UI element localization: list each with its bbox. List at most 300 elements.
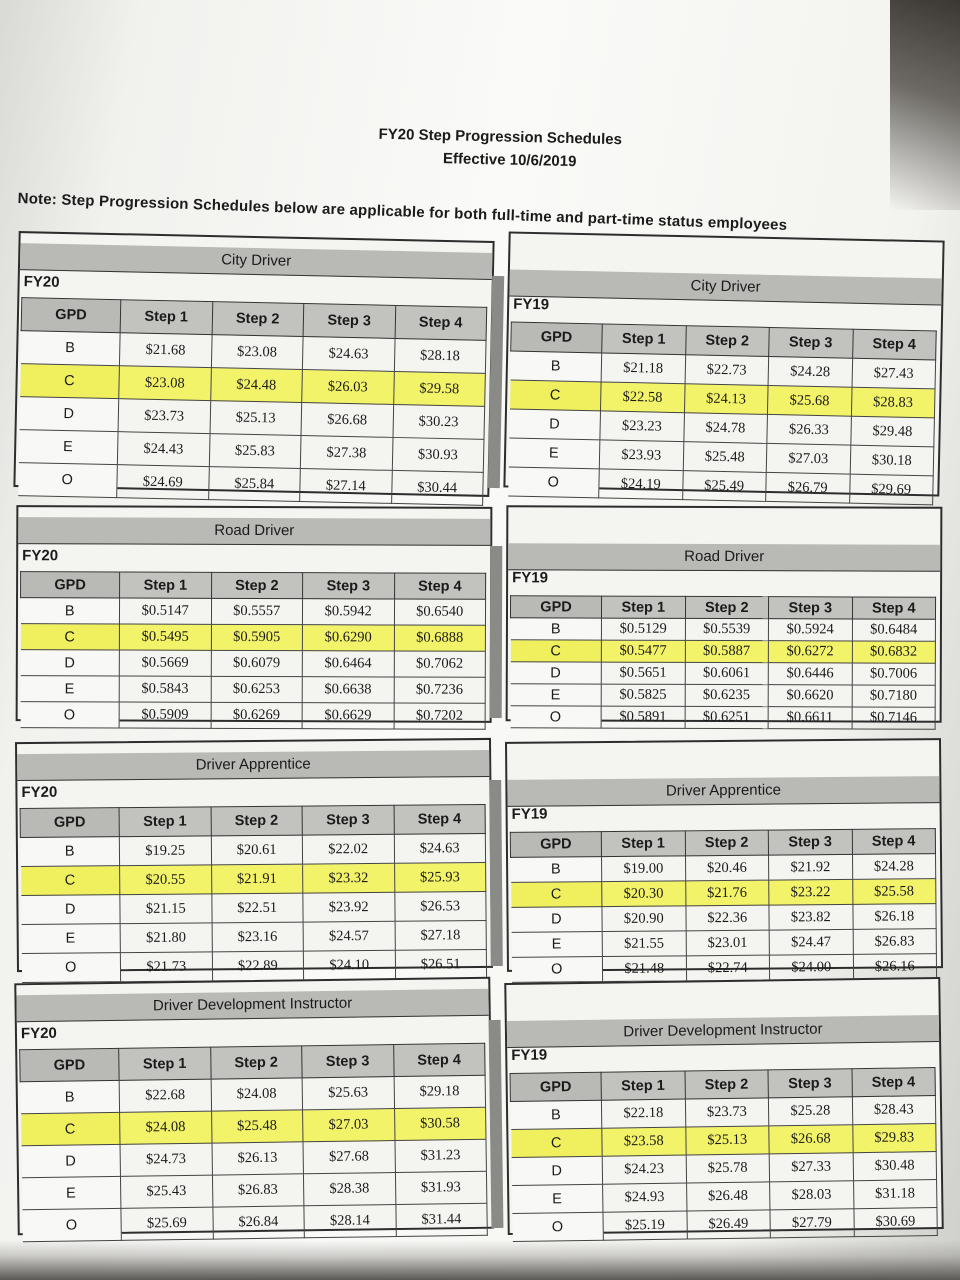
rate-cell: $0.6540: [394, 599, 486, 625]
gpd-header: GPD: [21, 298, 121, 333]
rate-cell: $24.63: [302, 337, 394, 372]
rate-cell: $23.93: [599, 440, 683, 471]
rate-table: [17, 297, 487, 506]
document-title: FY20 Step Progression Schedules: [378, 125, 623, 149]
rate-cell: $0.5477: [601, 640, 685, 662]
rate-cell: $0.6235: [685, 684, 769, 706]
rate-cell: $24.48: [210, 368, 302, 403]
rate-cell: $27.33: [769, 1153, 853, 1182]
city-driver-fy20-panel: [13, 231, 494, 497]
rate-cell: $0.5651: [601, 662, 685, 684]
grade-row-b: [20, 598, 485, 626]
rate-cell: $0.5825: [601, 684, 685, 706]
rate-cell: $24.63: [394, 833, 486, 863]
rate-cell: $24.78: [683, 413, 767, 444]
grade-label: C: [511, 1128, 602, 1157]
driver-development-instructor-fy20-panel: [14, 977, 493, 1236]
rate-cell: $26.68: [769, 1125, 853, 1154]
grade-row-o: [512, 1208, 937, 1242]
section-title: Driver Development Instructor: [16, 989, 488, 1023]
step-3-header: Step 3: [769, 327, 853, 358]
gpd-header: GPD: [21, 572, 120, 598]
rate-cell: $24.57: [303, 921, 395, 951]
rate-cell: $25.84: [208, 467, 300, 502]
rate-cell: $22.73: [685, 355, 769, 386]
rate-cell: $28.14: [304, 1205, 396, 1238]
rate-cell: $25.13: [210, 401, 302, 436]
rate-cell: $25.28: [768, 1097, 852, 1126]
rate-cell: $23.82: [769, 904, 853, 930]
rate-cell: $26.18: [852, 904, 936, 930]
document-header: [0, 117, 960, 179]
rate-cell: $28.83: [851, 387, 935, 418]
grade-label: E: [512, 1184, 603, 1213]
grade-label: B: [510, 618, 601, 640]
gpd-header: GPD: [20, 1048, 119, 1081]
rate-cell: $0.6464: [302, 651, 394, 677]
grade-row-b: [511, 854, 936, 883]
gpd-header: GPD: [510, 596, 601, 618]
rate-cell: $29.18: [394, 1075, 486, 1108]
step-3-header: Step 3: [768, 597, 852, 619]
grade-row-d: [511, 904, 936, 933]
grade-row-e: [21, 920, 486, 953]
grade-label: B: [20, 598, 119, 624]
rate-cell: $31.23: [394, 1139, 486, 1172]
rate-cell: $23.16: [212, 922, 304, 952]
rate-cell: $21.55: [602, 931, 686, 957]
rate-cell: $0.6611: [768, 707, 852, 729]
step-3-header: Step 3: [302, 1045, 394, 1078]
grade-label: D: [510, 662, 601, 684]
step-3-header: Step 3: [302, 805, 394, 835]
rate-cell: $20.90: [602, 906, 686, 932]
fiscal-year-label: FY19: [511, 805, 548, 823]
grade-label: E: [20, 676, 119, 702]
panel-divider: [490, 546, 503, 718]
rate-cell: $31.44: [395, 1203, 487, 1236]
rate-cell: $20.46: [685, 855, 769, 881]
fiscal-year-label: FY20: [21, 783, 58, 802]
section-title: Road Driver: [18, 517, 490, 546]
step-1-header: Step 1: [601, 1071, 685, 1100]
rate-cell: $26.83: [853, 929, 937, 955]
rate-cell: $24.08: [120, 1111, 212, 1144]
rate-cell: $23.23: [600, 411, 684, 442]
gpd-header: GPD: [20, 808, 119, 838]
rate-cell: $24.00: [769, 954, 853, 980]
rate-cell: $0.6290: [302, 625, 394, 651]
grade-label: O: [20, 702, 119, 728]
rate-cell: $0.6832: [852, 641, 936, 663]
rate-cell: $0.7236: [394, 677, 486, 703]
rate-cell: $23.08: [119, 366, 211, 401]
rate-cell: $22.18: [601, 1099, 685, 1128]
step-2-header: Step 2: [685, 326, 769, 357]
grade-label: D: [19, 397, 119, 432]
city-driver-fy19-panel: [503, 231, 944, 496]
rate-cell: $25.83: [209, 434, 301, 469]
rate-cell: $25.58: [852, 879, 936, 905]
rate-cell: $25.19: [603, 1211, 687, 1240]
rate-cell: $26.79: [766, 472, 850, 503]
section-title: Driver Apprentice: [507, 776, 939, 807]
rate-cell: $27.03: [766, 443, 850, 474]
grade-label: O: [18, 463, 118, 498]
grade-row-e: [510, 684, 935, 707]
rate-cell: $0.5887: [685, 640, 769, 662]
step-1-header: Step 1: [119, 807, 211, 837]
rate-cell: $28.18: [394, 338, 486, 373]
rate-cell: $25.48: [683, 442, 767, 473]
rate-table: [20, 804, 488, 983]
grade-label: B: [510, 351, 602, 382]
grade-label: O: [512, 1212, 603, 1241]
rate-cell: $0.5557: [211, 598, 303, 624]
grade-label: C: [20, 364, 120, 399]
rate-cell: $21.92: [769, 854, 853, 880]
rate-cell: $0.6269: [211, 702, 303, 728]
rate-cell: $20.61: [211, 835, 303, 865]
gpd-header: GPD: [511, 322, 603, 353]
panel-divider: [489, 780, 503, 966]
grade-row-d: [21, 891, 486, 924]
grade-label: D: [21, 895, 120, 925]
grade-row-b: [510, 618, 935, 641]
rate-cell: $26.53: [394, 891, 486, 921]
rate-cell: $25.48: [211, 1110, 303, 1143]
rate-cell: $0.6888: [394, 625, 486, 651]
step-1-header: Step 1: [119, 1047, 211, 1080]
rate-cell: $31.18: [853, 1180, 937, 1209]
rate-cell: $0.6620: [768, 685, 852, 707]
step-4-header: Step 4: [393, 1043, 485, 1076]
driver-apprentice-fy19-panel: [505, 738, 943, 978]
rate-cell: $0.7202: [394, 703, 486, 729]
rate-table: [507, 322, 937, 506]
rate-cell: $25.93: [394, 862, 486, 892]
rate-cell: $0.6251: [685, 706, 769, 728]
rate-cell: $0.6484: [852, 619, 936, 641]
applicability-note: Note: Step Progression Schedules below are applicable for both full-time and part-time status employees: [17, 190, 788, 234]
step-4-header: Step 4: [851, 1068, 935, 1097]
rate-cell: $19.00: [602, 856, 686, 882]
grade-label: O: [510, 706, 601, 728]
rate-cell: $24.28: [768, 356, 852, 387]
grade-label: E: [21, 924, 120, 954]
rate-cell: $30.23: [392, 404, 484, 439]
rate-cell: $25.63: [302, 1077, 394, 1110]
rate-cell: $24.47: [769, 929, 853, 955]
rate-cell: $27.43: [852, 358, 936, 389]
rate-cell: $25.49: [682, 471, 766, 502]
rate-cell: $0.7146: [852, 707, 936, 729]
grade-row-e: [511, 929, 936, 958]
step-4-header: Step 4: [394, 573, 486, 599]
grade-label: E: [510, 684, 601, 706]
rate-cell: $19.25: [119, 836, 211, 866]
section-title: Driver Development Instructor: [507, 1015, 939, 1048]
rate-cell: $21.15: [120, 894, 212, 924]
rate-cell: $21.91: [211, 864, 303, 894]
rate-cell: $30.48: [853, 1152, 937, 1181]
step-3-header: Step 3: [303, 304, 395, 339]
rate-cell: $27.03: [303, 1109, 395, 1142]
rate-cell: $22.36: [685, 905, 769, 931]
rate-cell: $21.48: [602, 956, 686, 982]
rate-cell: $0.7006: [852, 663, 936, 685]
rate-cell: $0.5905: [211, 624, 303, 650]
rate-cell: $25.68: [767, 385, 851, 416]
rate-cell: $24.73: [120, 1143, 212, 1176]
step-2-header: Step 2: [685, 1070, 769, 1099]
rate-cell: $21.80: [120, 923, 212, 953]
grade-row-c: [20, 624, 485, 652]
rate-cell: $26.68: [301, 403, 393, 438]
rate-cell: $0.5147: [119, 598, 211, 624]
grade-label: D: [509, 409, 601, 440]
rate-cell: $24.13: [684, 384, 768, 415]
grade-label: C: [510, 380, 602, 411]
rate-cell: $31.93: [395, 1171, 487, 1204]
step-2-header: Step 2: [685, 830, 769, 856]
rate-cell: $0.5942: [302, 599, 394, 625]
grade-label: C: [511, 882, 602, 908]
rate-cell: $29.48: [850, 416, 934, 447]
grade-row-o: [510, 706, 935, 729]
rate-cell: $0.5843: [119, 676, 211, 702]
fiscal-year-label: FY19: [512, 569, 549, 587]
grade-row-e: [20, 676, 485, 704]
rate-cell: $23.01: [686, 930, 770, 956]
step-1-header: Step 1: [120, 300, 212, 335]
panel-divider: [489, 1020, 504, 1228]
driver-development-instructor-fy19-panel: [504, 977, 943, 1235]
rate-cell: $0.6446: [768, 663, 852, 685]
fiscal-year-label: FY19: [513, 295, 550, 314]
grade-row-o: [22, 1203, 487, 1241]
grade-label: O: [508, 467, 600, 498]
grade-label: C: [21, 866, 120, 896]
grade-label: D: [511, 907, 602, 933]
road-driver-fy20-panel: [16, 505, 493, 723]
rate-cell: $26.51: [395, 949, 487, 979]
rate-cell: $22.51: [211, 893, 303, 923]
grade-label: O: [511, 957, 602, 983]
rate-cell: $22.74: [686, 955, 770, 981]
rate-cell: $23.58: [602, 1127, 686, 1156]
grade-label: D: [21, 1144, 120, 1177]
rate-cell: $28.38: [303, 1173, 395, 1206]
rate-cell: $20.55: [120, 865, 212, 895]
rate-cell: $24.69: [117, 465, 209, 500]
grade-label: B: [20, 1080, 119, 1113]
step-4-header: Step 4: [394, 804, 486, 834]
gpd-header: GPD: [510, 832, 601, 858]
rate-cell: $23.22: [769, 879, 853, 905]
grade-label: B: [20, 837, 119, 867]
grade-label: B: [20, 331, 120, 366]
rate-cell: $21.18: [601, 353, 685, 384]
rate-cell: $26.49: [686, 1210, 770, 1239]
rate-cell: $30.58: [394, 1107, 486, 1140]
grade-row-o: [20, 702, 485, 730]
step-2-header: Step 2: [211, 806, 303, 836]
rate-cell: $0.6638: [302, 677, 394, 703]
rate-cell: $0.5495: [119, 624, 211, 650]
rate-cell: $0.6272: [768, 641, 852, 663]
rate-cell: $23.73: [118, 399, 210, 434]
step-1-header: Step 1: [601, 831, 685, 857]
rate-cell: $21.76: [685, 880, 769, 906]
section-title: Road Driver: [508, 543, 940, 572]
rate-cell: $27.18: [395, 920, 487, 950]
rate-cell: $0.6061: [685, 662, 769, 684]
rate-cell: $20.30: [602, 881, 686, 907]
grade-label: O: [22, 1208, 121, 1241]
rate-cell: $25.78: [686, 1154, 770, 1183]
grade-label: D: [20, 650, 119, 676]
rate-table: [20, 571, 487, 730]
rate-cell: $0.5891: [601, 706, 685, 728]
grade-label: E: [508, 438, 600, 469]
rate-cell: $26.84: [212, 1206, 304, 1239]
rate-cell: $27.79: [770, 1209, 854, 1238]
rate-cell: $0.7062: [394, 651, 486, 677]
rate-cell: $23.73: [685, 1098, 769, 1127]
grade-row-c: [21, 862, 486, 895]
step-3-header: Step 3: [303, 573, 395, 599]
rate-cell: $26.13: [212, 1142, 304, 1175]
rate-table: [510, 828, 937, 983]
rate-cell: $23.32: [303, 863, 395, 893]
grade-label: E: [511, 932, 602, 958]
rate-cell: $26.03: [302, 370, 394, 405]
step-2-header: Step 2: [210, 1046, 302, 1079]
rate-cell: $22.02: [302, 834, 394, 864]
grade-label: C: [21, 1112, 120, 1145]
rate-table: [19, 1043, 488, 1242]
gpd-header: GPD: [510, 1072, 601, 1101]
rate-cell: $25.13: [685, 1126, 769, 1155]
step-4-header: Step 4: [852, 597, 936, 619]
fiscal-year-label: FY19: [511, 1046, 548, 1064]
fiscal-year-label: FY20: [22, 547, 59, 565]
section-title: City Driver: [509, 269, 941, 305]
step-1-header: Step 1: [601, 596, 685, 618]
rate-cell: $29.83: [852, 1124, 936, 1153]
grade-label: C: [510, 640, 601, 662]
rate-cell: $30.44: [391, 470, 483, 505]
grade-row-b: [20, 833, 485, 866]
grade-label: B: [511, 857, 602, 883]
rate-cell: $0.6629: [302, 703, 394, 729]
rate-cell: $0.6253: [211, 676, 303, 702]
rate-cell: $27.14: [300, 468, 392, 503]
driver-apprentice-fy20-panel: [15, 738, 493, 976]
rate-cell: $25.43: [120, 1175, 212, 1208]
rate-cell: $0.5924: [768, 619, 852, 641]
rate-cell: $26.16: [853, 954, 937, 980]
step-2-header: Step 2: [212, 302, 304, 337]
rate-cell: $22.89: [212, 951, 304, 981]
rate-cell: $30.93: [392, 437, 484, 472]
rate-cell: $0.5669: [119, 650, 211, 676]
rate-cell: $24.43: [117, 432, 209, 467]
rate-cell: $21.68: [119, 333, 211, 368]
rate-cell: $0.6079: [211, 650, 303, 676]
rate-table: [510, 595, 936, 729]
table-edge-shadow: [0, 1240, 960, 1280]
section-title: City Driver: [20, 243, 492, 280]
rate-cell: $23.92: [303, 892, 395, 922]
rate-cell: $22.68: [119, 1079, 211, 1112]
rate-cell: $27.38: [300, 436, 392, 471]
grade-label: E: [21, 1176, 120, 1209]
rate-cell: $30.69: [853, 1208, 937, 1237]
rate-cell: $28.43: [852, 1096, 936, 1125]
grade-row-c: [511, 879, 936, 908]
rate-cell: $22.58: [600, 382, 684, 413]
rate-cell: $27.68: [303, 1141, 395, 1174]
rate-cell: $0.5909: [119, 702, 211, 728]
grade-row-d: [510, 662, 935, 685]
grade-label: B: [510, 1100, 601, 1129]
step-4-header: Step 4: [852, 329, 936, 360]
rate-cell: $29.69: [849, 474, 933, 505]
grade-label: E: [18, 430, 118, 465]
rate-cell: $25.69: [121, 1207, 213, 1240]
step-1-header: Step 1: [120, 572, 212, 598]
rate-cell: $21.73: [120, 952, 212, 982]
step-1-header: Step 1: [602, 324, 686, 355]
grade-row-c: [510, 640, 935, 663]
rate-cell: $26.83: [212, 1174, 304, 1207]
grade-row-d: [20, 650, 485, 678]
step-3-header: Step 3: [768, 1069, 852, 1098]
grade-label: O: [21, 953, 120, 983]
step-3-header: Step 3: [768, 829, 852, 855]
rate-table: [510, 1067, 938, 1242]
rate-cell: $29.58: [393, 371, 485, 406]
fiscal-year-label: FY20: [23, 273, 60, 291]
step-2-header: Step 2: [685, 596, 769, 618]
step-2-header: Step 2: [211, 572, 303, 598]
rate-cell: $24.23: [602, 1155, 686, 1184]
rate-cell: $0.7180: [852, 685, 936, 707]
grade-label: D: [511, 1156, 602, 1185]
fiscal-year-label: FY20: [20, 1024, 57, 1043]
grade-label: C: [20, 624, 119, 650]
rate-cell: $24.08: [211, 1078, 303, 1111]
effective-date: Effective 10/6/2019: [442, 150, 577, 171]
rate-cell: $26.33: [767, 414, 851, 445]
rate-cell: $0.5129: [601, 618, 685, 640]
step-4-header: Step 4: [852, 829, 936, 855]
rate-cell: $24.19: [599, 469, 683, 500]
rate-cell: $24.93: [603, 1183, 687, 1212]
rate-cell: $30.18: [850, 445, 934, 476]
rate-cell: $26.48: [686, 1182, 770, 1211]
section-title: Driver Apprentice: [17, 750, 489, 781]
rate-cell: $24.10: [303, 950, 395, 980]
road-driver-fy19-panel: [506, 505, 943, 726]
rate-cell: $23.08: [211, 335, 303, 370]
rate-cell: $0.5539: [685, 618, 769, 640]
rate-cell: $28.03: [770, 1181, 854, 1210]
rate-cell: $24.28: [852, 854, 936, 880]
step-4-header: Step 4: [395, 305, 487, 340]
